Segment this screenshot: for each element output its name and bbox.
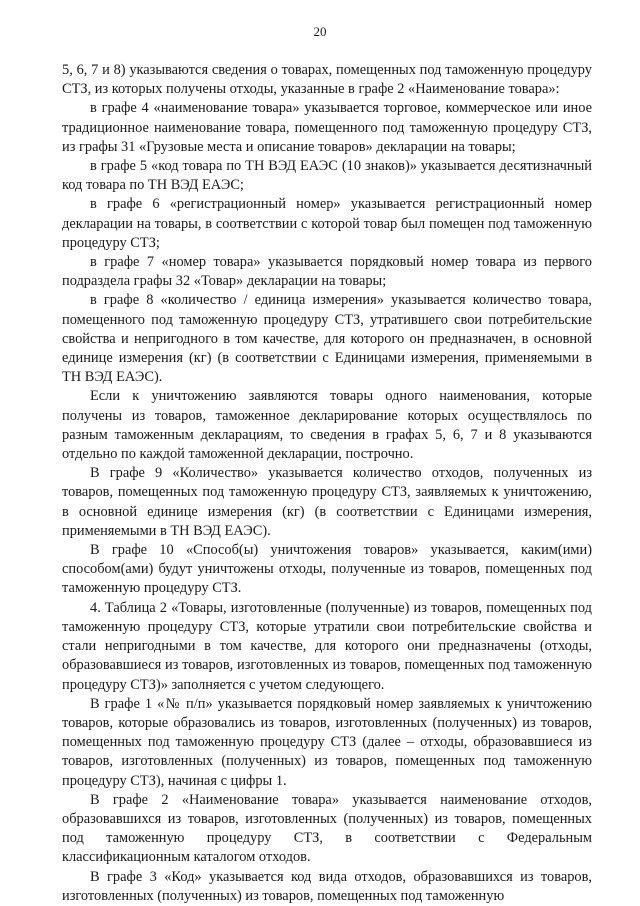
- paragraph: в графе 7 «номер товара» указывается порядковый номер товара из первого подраздела графы 32 «Товар» декларации на товары;: [62, 254, 592, 290]
- paragraph: Если к уничтожению заявляются товары одного наименования, которые получены из товаров, таможенное декларирование которых осуществлялось по разным таможенным декларациям, то сведения в графах 5, 6, 7 и 8 указываются отдельно по каждой таможенной декларации, построчно.: [62, 388, 592, 463]
- paragraph: 4. Таблица 2 «Товары, изготовленные (полученные) из товаров, помещенных под таможенную процедуру СТЗ, которые утратили свои потребительские свойства и стали непригодными в том качестве, для которого они предназначены (отходы, образовавшиеся из товаров, изготовленных из товаров, помещенных под таможенную процедуру СТЗ)» заполняется с учетом следующего.: [62, 599, 592, 693]
- paragraph: в графе 8 «количество / единица измерения» указывается количество товара, помещенного под таможенную процедуру СТЗ, утратившего свои потребительские свойства и непригодного в том качестве, для которого он предназначен, в основной единице измерения (кг) (в соответствии с Единицами измерения, применяемыми в ТН ВЭД ЕАЭС).: [62, 292, 592, 386]
- paragraph: в графе 5 «код товара по ТН ВЭД ЕАЭС (10 знаков)» указывается десятизначный код товара по ТН ВЭД ЕАЭС;: [62, 158, 592, 194]
- paragraph: В графе 10 «Способ(ы) уничтожения товаров» указывается, каким(ими) способом(ами) будут уничтожены отходы, полученные из товаров, помещенных под таможенную процедуру СТЗ.: [62, 542, 592, 597]
- paragraph: 5, 6, 7 и 8) указываются сведения о товарах, помещенных под таможенную процедуру СТЗ, из которых получены отходы, указанные в графе 2 «Наименование товара»:: [62, 62, 592, 98]
- paragraph: В графе 3 «Код» указывается код вида отходов, образовавшихся из товаров, изготовленных (полученных) из товаров, помещенных под таможенную: [62, 868, 592, 904]
- document-body: [62, 61, 592, 906]
- page-number: 20: [313, 24, 327, 39]
- paragraph: в графе 6 «регистрационный номер» указывается регистрационный номер декларации на товары, в соответствии с которой товар был помещен под таможенную процедуру СТЗ;: [62, 196, 592, 251]
- paragraph: В графе 2 «Наименование товара» указывается наименование отходов, образовавшихся из товаров, изготовленных (полученных) из товаров, помещенных под таможенную процедуру СТЗ, в соответствии с Федеральным классификационным каталогом отходов.: [62, 791, 592, 866]
- paragraph: В графе 9 «Количество» указывается количество отходов, полученных из товаров, помещенных под таможенную процедуру СТЗ, заявляемых к уничтожению, в основной единице измерения (кг) (в соответствии с Единицами измерения, применяемыми в ТН ВЭД ЕАЭС).: [62, 465, 592, 539]
- paragraph: в графе 4 «наименование товара» указывается торговое, коммерческое или иное традиционное наименование товара, помещенного под таможенную процедуру СТЗ, из графы 31 «Грузовые места и описание товаров» декларации на товары;: [62, 100, 592, 155]
- paragraph: В графе 1 «№ п/п» указывается порядковый номер заявляемых к уничтожению товаров, которые образовались из товаров, изготовленных (полученных) из товаров, помещенных под таможенную процедуру СТЗ (далее – отходы, образовавшиеся из товаров, изготовленных (полученных) из товаров, помещенных под таможенную процедуру СТЗ), начиная с цифры 1.: [62, 695, 592, 789]
